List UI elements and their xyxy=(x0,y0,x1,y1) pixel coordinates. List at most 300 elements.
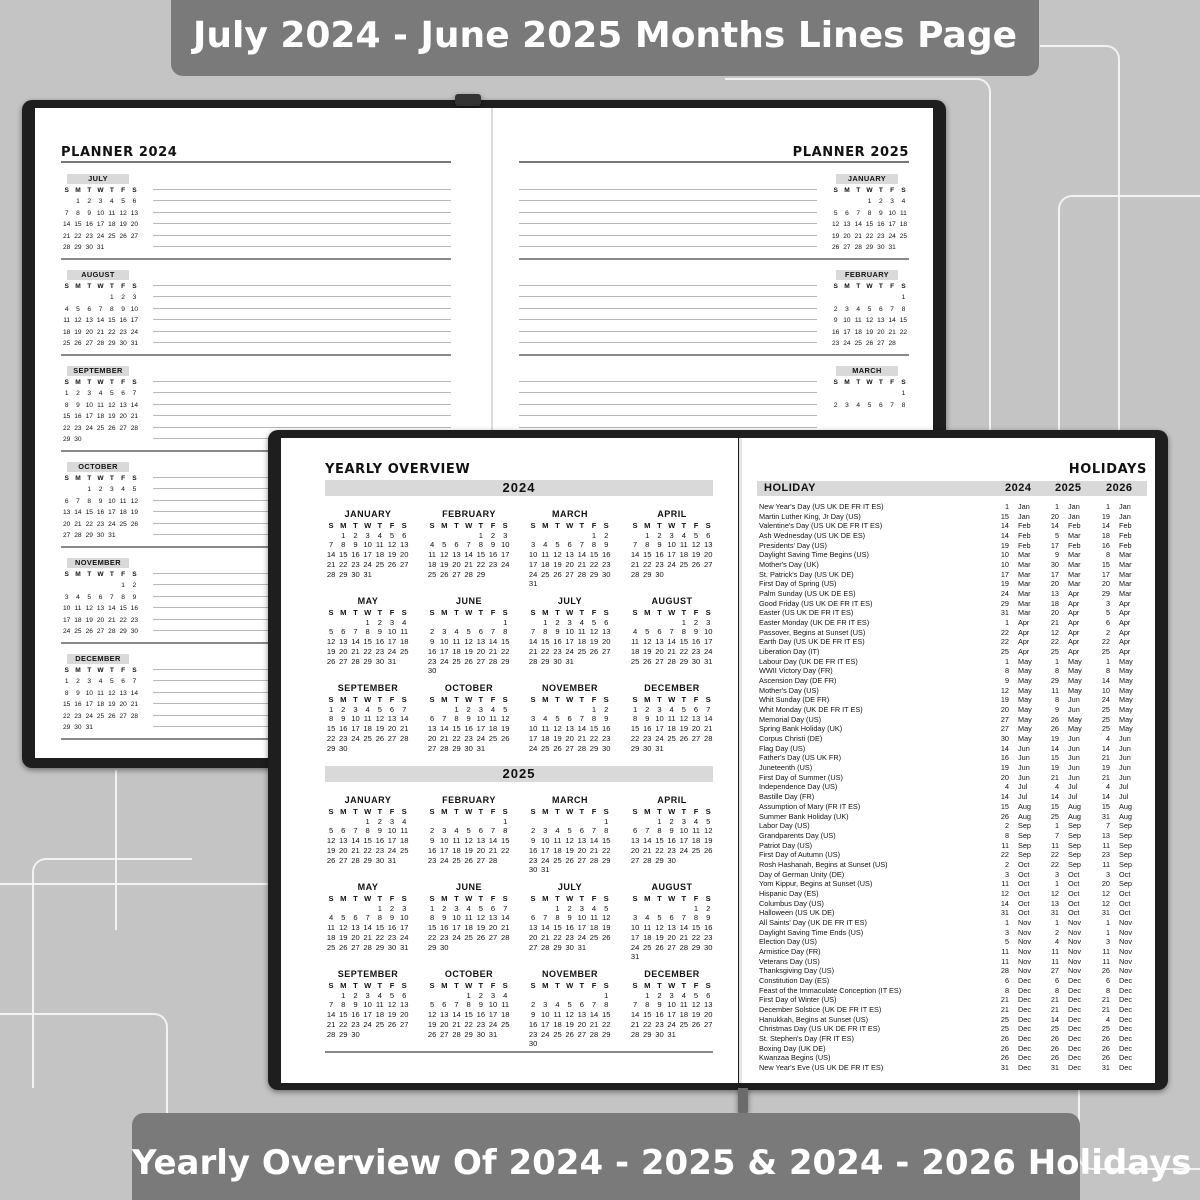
weekday-letter: S xyxy=(632,807,638,816)
day-number xyxy=(875,388,886,400)
day-number: 24 xyxy=(528,569,538,579)
day-2025: 26 xyxy=(1050,1043,1059,1053)
day-number: 9 xyxy=(341,714,346,724)
holiday-row xyxy=(759,647,1149,657)
weekday-letter: W xyxy=(465,521,473,530)
day-number xyxy=(475,666,487,676)
weekday-letter: F xyxy=(693,695,699,704)
holiday-name: Grandparents Day (US) xyxy=(759,830,836,840)
week-row xyxy=(527,1020,613,1030)
day-number xyxy=(475,618,487,628)
weekday-header xyxy=(61,473,140,485)
day-number: 19 xyxy=(375,724,385,734)
weekday-letter: T xyxy=(878,378,883,386)
day-number xyxy=(653,904,665,914)
day-number: 1 xyxy=(64,390,69,397)
day-number xyxy=(564,579,576,589)
weekday-letter: T xyxy=(555,608,560,617)
month-2025: Mar xyxy=(1068,579,1081,589)
day-2024: 11 xyxy=(1001,879,1009,889)
weekday-letter: S xyxy=(901,282,906,290)
weekday-letter: T xyxy=(856,378,861,386)
overview-month-calendar xyxy=(527,794,613,875)
day-number: 2 xyxy=(604,704,609,714)
day-number: 27 xyxy=(655,656,664,666)
week-row xyxy=(527,933,613,943)
weekday-letter: F xyxy=(490,695,496,704)
day-number: 14 xyxy=(326,550,336,560)
day-number: 29 xyxy=(452,743,461,753)
day-number: 21 xyxy=(108,616,116,624)
day-number: 18 xyxy=(427,559,437,569)
day-number: 25 xyxy=(899,232,908,240)
day-number: 24 xyxy=(363,559,372,569)
weekday-letter: S xyxy=(429,695,435,704)
day-number: 3 xyxy=(530,540,536,550)
note-line xyxy=(519,405,817,417)
week-row xyxy=(61,400,140,412)
day-number: 5 xyxy=(389,530,395,540)
weekday-letter: S xyxy=(328,608,334,617)
holiday-name: Halloween (US UK DE) xyxy=(759,908,835,918)
day-number: 17 xyxy=(630,932,640,942)
overview-left-page xyxy=(281,438,738,1083)
weekday-letter: M xyxy=(542,608,549,617)
week-row xyxy=(61,304,140,316)
holiday-name: Spring Bank Holiday (UK) xyxy=(759,724,843,734)
day-number xyxy=(117,530,128,542)
month-2026: Dec xyxy=(1119,1053,1132,1063)
month-2025: Jun xyxy=(1068,695,1080,705)
holiday-name: Day of German Unity (DE) xyxy=(759,869,845,879)
weekday-letter: S xyxy=(632,608,638,617)
day-2025: 18 xyxy=(1050,598,1059,608)
day-number: 2 xyxy=(669,816,674,826)
day-number: 30 xyxy=(655,569,664,579)
holiday-name: Constitution Day (ES) xyxy=(759,975,830,985)
weekday-letter: T xyxy=(454,807,459,816)
day-number: 16 xyxy=(691,637,701,647)
month-2025: Apr xyxy=(1068,589,1080,599)
week-row xyxy=(325,817,411,827)
day-number xyxy=(864,388,875,400)
day-number: 12 xyxy=(326,637,336,647)
day-number: 20 xyxy=(339,646,348,656)
planner-month-name: OCTOBER xyxy=(67,462,129,472)
month-2026: May xyxy=(1119,656,1133,666)
day-number: 7 xyxy=(132,390,137,397)
weekday-letter: S xyxy=(401,695,407,704)
day-number: 4 xyxy=(856,401,861,409)
day-2026: 15 xyxy=(1101,560,1110,570)
weekday-letter: S xyxy=(530,521,536,530)
day-number: 1 xyxy=(591,530,597,540)
day-number: 9 xyxy=(121,305,125,313)
weekday-letter: W xyxy=(866,378,873,386)
day-number: 23 xyxy=(667,845,676,855)
week-row xyxy=(629,846,715,856)
day-2024: 20 xyxy=(1000,772,1009,782)
year-header: 2024 xyxy=(325,480,713,496)
day-number: 6 xyxy=(402,990,407,1000)
weekday-letter: F xyxy=(591,807,597,816)
day-number: 16 xyxy=(351,1010,360,1020)
month-2025: Apr xyxy=(1068,627,1080,637)
day-2025: 26 xyxy=(1050,1053,1059,1063)
weekday-letter: M xyxy=(644,981,651,990)
holiday-row xyxy=(759,512,1149,522)
month-2024: Sep xyxy=(1018,850,1031,860)
day-number: 30 xyxy=(565,942,574,952)
month-2024: Jun xyxy=(1018,763,1030,773)
day-number: 3 xyxy=(669,990,674,1000)
week-row xyxy=(527,991,613,1001)
day-number: 14 xyxy=(667,637,676,647)
day-number: 11 xyxy=(643,923,652,933)
day-2026: 31 xyxy=(1101,1062,1110,1072)
month-2024: Sep xyxy=(1018,830,1031,840)
day-number: 30 xyxy=(553,656,562,666)
day-number: 9 xyxy=(466,714,471,724)
day-number: 7 xyxy=(669,627,674,637)
day-number: 15 xyxy=(691,923,701,933)
day-number: 7 xyxy=(856,209,861,217)
day-2025: 1 xyxy=(1054,502,1059,511)
planner-month-name: DECEMBER xyxy=(67,654,129,664)
day-number: 24 xyxy=(667,559,676,569)
weekday-letter: M xyxy=(340,608,347,617)
week-row xyxy=(629,856,715,866)
day-number: 22 xyxy=(601,1019,611,1029)
day-number: 25 xyxy=(854,340,862,347)
day-number: 19 xyxy=(326,646,336,656)
day-number: 3 xyxy=(442,627,447,637)
week-row xyxy=(527,923,613,933)
day-number: 25 xyxy=(691,845,701,855)
weekday-letter: T xyxy=(555,521,560,530)
note-line xyxy=(519,309,817,321)
day-number: 7 xyxy=(579,714,584,724)
day-number: 30 xyxy=(375,855,385,865)
day-number: 29 xyxy=(339,569,348,579)
day-number: 23 xyxy=(601,733,611,743)
day-number: 14 xyxy=(630,550,640,560)
month-2026: Sep xyxy=(1119,830,1132,840)
week-row xyxy=(527,657,613,667)
day-2024: 21 xyxy=(1000,1004,1009,1014)
day-number: 26 xyxy=(326,656,336,666)
day-number xyxy=(678,570,690,580)
month-2024: Aug xyxy=(1018,801,1031,811)
day-number: 5 xyxy=(87,593,92,601)
day-number: 25 xyxy=(464,932,473,942)
day-number: 26 xyxy=(119,232,127,240)
day-number: 10 xyxy=(387,627,397,637)
day-number: 11 xyxy=(375,1000,384,1010)
day-2025: 9 xyxy=(1054,705,1059,715)
day-number: 6 xyxy=(604,617,609,627)
day-2026: 11 xyxy=(1102,946,1110,956)
week-row xyxy=(61,626,140,638)
day-number: 17 xyxy=(363,550,372,560)
day-number: 11 xyxy=(375,540,384,550)
day-number: 6 xyxy=(478,627,483,637)
day-number: 22 xyxy=(62,712,71,720)
day-2025: 17 xyxy=(1050,540,1059,550)
day-number: 11 xyxy=(97,401,104,409)
overview-month-calendar xyxy=(426,968,512,1039)
weekday-letter: S xyxy=(502,695,508,704)
day-number: 22 xyxy=(655,845,664,855)
day-number: 23 xyxy=(831,340,840,347)
day-number xyxy=(576,705,588,715)
month-2026: Nov xyxy=(1119,927,1132,937)
day-number: 26 xyxy=(387,559,397,569)
note-line xyxy=(153,416,451,428)
day-number: 17 xyxy=(528,733,538,743)
day-number: 19 xyxy=(691,1010,701,1020)
day-number: 10 xyxy=(843,317,851,324)
day-number: 31 xyxy=(655,743,664,753)
day-number: 10 xyxy=(108,497,116,505)
day-number: 20 xyxy=(691,724,701,734)
day-number: 2 xyxy=(132,582,137,589)
day-number xyxy=(629,817,641,827)
weekday-letter: F xyxy=(389,807,395,816)
day-number: 2 xyxy=(377,617,382,627)
day-number: 22 xyxy=(108,328,116,336)
week-row xyxy=(629,836,715,846)
weekday-letter: S xyxy=(901,186,906,194)
day-number: 14 xyxy=(464,550,473,560)
week-row xyxy=(527,1000,613,1010)
holiday-name: Hanukkah, Begins at Sunset (US) xyxy=(759,1014,869,1024)
week-row xyxy=(61,388,140,400)
day-number: 30 xyxy=(74,436,82,443)
day-number xyxy=(438,531,450,541)
holiday-name: Hispanic Day (ES) xyxy=(759,888,819,898)
weekday-letter: F xyxy=(490,981,496,990)
day-number: 17 xyxy=(476,724,486,734)
day-number: 10 xyxy=(888,209,896,217)
holiday-column-header: HOLIDAY xyxy=(764,482,816,494)
day-number xyxy=(374,744,386,754)
month-2024: Dec xyxy=(1018,1062,1031,1072)
month-2025: May xyxy=(1068,676,1082,686)
weekday-letter: F xyxy=(693,981,699,990)
planner-month-calendar xyxy=(830,366,909,411)
day-number: 21 xyxy=(589,845,599,855)
day-number: 19 xyxy=(655,932,664,942)
day-2024: 15 xyxy=(1000,801,1009,811)
day-number: 5 xyxy=(389,990,395,1000)
month-2025: Nov xyxy=(1068,927,1081,937)
holiday-row xyxy=(759,676,1149,686)
day-number: 20 xyxy=(119,701,127,708)
day-2024: 22 xyxy=(1000,850,1009,860)
day-number: 25 xyxy=(577,646,587,656)
day-number: 31 xyxy=(667,1029,676,1039)
day-number: 8 xyxy=(328,714,334,724)
day-number: 11 xyxy=(108,209,116,217)
day-number xyxy=(463,817,475,827)
day-number xyxy=(588,1039,600,1049)
week-row xyxy=(325,991,411,1001)
month-separator xyxy=(519,258,909,260)
weekday-letter: W xyxy=(465,695,473,704)
day-number xyxy=(539,1039,551,1049)
day-number: 11 xyxy=(679,540,688,550)
holiday-row xyxy=(759,879,1149,889)
day-number: 16 xyxy=(528,1019,538,1029)
day-number: 14 xyxy=(130,401,139,409)
overview-month-name: SEPTEMBER xyxy=(337,969,399,979)
weekday-letter: M xyxy=(441,894,448,903)
day-number: 14 xyxy=(589,836,599,846)
day-number: 30 xyxy=(528,865,538,875)
month-2025: Sep xyxy=(1068,859,1081,869)
weekday-letter: S xyxy=(603,894,609,903)
week-row xyxy=(426,836,512,846)
weekday-letter: W xyxy=(364,521,372,530)
weekday-letter: F xyxy=(591,894,597,903)
day-number: 8 xyxy=(604,1000,609,1010)
day-number: 16 xyxy=(565,923,574,933)
week-row xyxy=(325,531,411,541)
day-number xyxy=(61,484,72,496)
day-number: 20 xyxy=(85,328,93,336)
day-number: 27 xyxy=(399,1019,409,1029)
day-2024: 22 xyxy=(1000,637,1009,647)
day-number: 27 xyxy=(130,232,139,240)
day-number: 12 xyxy=(108,401,116,409)
day-number: 30 xyxy=(476,1029,486,1039)
day-number: 31 xyxy=(630,952,640,962)
day-2025: 31 xyxy=(1050,1062,1059,1072)
month-2026: May xyxy=(1119,695,1133,705)
weekday-letter: M xyxy=(844,282,850,290)
day-number: 18 xyxy=(667,724,676,734)
day-number: 6 xyxy=(341,627,346,637)
holiday-row xyxy=(759,618,1149,628)
month-2024: Dec xyxy=(1018,1043,1031,1053)
day-number: 14 xyxy=(62,221,71,228)
day-2025: 25 xyxy=(1050,1024,1059,1034)
month-2024: Apr xyxy=(1018,647,1030,657)
day-number: 10 xyxy=(130,305,139,313)
day-number: 1 xyxy=(867,198,872,205)
day-2026: 31 xyxy=(1101,908,1110,918)
month-2024: Nov xyxy=(1018,946,1031,956)
weekday-letter: M xyxy=(340,521,347,530)
month-2025: Jan xyxy=(1068,502,1080,511)
day-number: 29 xyxy=(375,942,385,952)
day-2026: 23 xyxy=(1101,850,1110,860)
weekday-letter: T xyxy=(109,570,114,578)
day-number: 18 xyxy=(643,932,652,942)
day-2024: 3 xyxy=(1004,927,1009,937)
day-number: 22 xyxy=(464,1019,473,1029)
day-number: 10 xyxy=(363,1000,372,1010)
day-number xyxy=(690,952,702,962)
day-number xyxy=(629,618,641,628)
month-2025: Mar xyxy=(1068,569,1081,579)
day-number: 15 xyxy=(553,923,562,933)
day-number: 13 xyxy=(85,317,93,324)
day-number: 25 xyxy=(541,569,550,579)
day-number: 13 xyxy=(62,509,71,516)
day-number: 20 xyxy=(565,559,574,569)
weekday-letter: F xyxy=(121,186,126,194)
weekday-letter: M xyxy=(441,608,448,617)
week-row xyxy=(61,292,140,304)
day-number: 29 xyxy=(601,855,611,865)
day-number xyxy=(600,579,612,589)
day-number: 20 xyxy=(399,1010,409,1020)
weekday-letter: S xyxy=(833,282,838,290)
day-number: 26 xyxy=(565,1029,574,1039)
weekday-letter: M xyxy=(542,981,549,990)
day-number: 26 xyxy=(601,932,611,942)
day-number: 13 xyxy=(528,923,538,933)
day-number: 20 xyxy=(96,616,105,624)
day-number: 28 xyxy=(888,340,896,347)
week-row xyxy=(325,705,411,715)
day-number: 7 xyxy=(579,540,584,550)
day-number: 28 xyxy=(589,855,599,865)
day-number xyxy=(539,531,551,541)
day-number: 26 xyxy=(703,845,713,855)
day-number: 13 xyxy=(565,550,574,560)
day-number: 9 xyxy=(377,627,382,637)
weekday-letter: S xyxy=(530,981,536,990)
overview-month-name: JANUARY xyxy=(344,795,392,805)
day-number: 27 xyxy=(339,656,348,666)
day-number: 9 xyxy=(530,836,536,846)
month-2024: Apr xyxy=(1018,618,1030,628)
week-row xyxy=(629,904,715,914)
week-row xyxy=(426,531,512,541)
day-number xyxy=(551,705,563,715)
day-number: 11 xyxy=(590,913,598,923)
day-number: 11 xyxy=(119,497,127,505)
planner-month-calendar xyxy=(61,174,140,254)
week-row xyxy=(61,196,140,208)
holiday-row xyxy=(759,870,1149,880)
day-number: 14 xyxy=(488,637,498,647)
weekday-letter: F xyxy=(121,282,126,290)
day-number: 17 xyxy=(703,637,713,647)
day-number xyxy=(325,991,337,1001)
day-number: 4 xyxy=(454,627,459,637)
weekday-header xyxy=(426,894,512,904)
day-number: 12 xyxy=(464,637,473,647)
planner-month-name: NOVEMBER xyxy=(67,558,129,568)
week-row xyxy=(830,315,909,327)
day-number xyxy=(325,531,337,541)
day-number: 8 xyxy=(110,305,114,313)
day-number: 6 xyxy=(706,530,711,540)
day-2026: 16 xyxy=(1101,540,1110,550)
day-number: 17 xyxy=(363,1010,372,1020)
day-number: 13 xyxy=(565,724,574,734)
day-number: 21 xyxy=(500,923,510,933)
day-number: 28 xyxy=(679,942,689,952)
planner-month-calendar xyxy=(830,270,909,350)
day-number: 3 xyxy=(454,903,459,913)
day-number: 16 xyxy=(427,845,437,855)
day-2025: 22 xyxy=(1050,850,1059,860)
